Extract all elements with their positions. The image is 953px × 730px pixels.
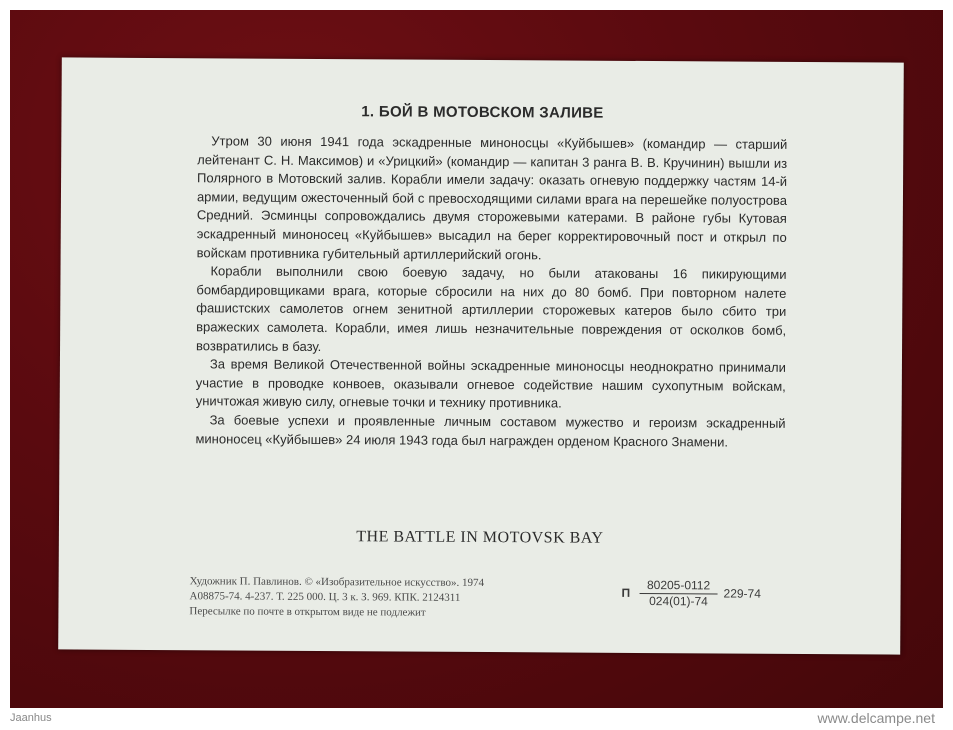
imprint-line: Художник П. Павлинов. © «Изобразительное искусство». 1974 xyxy=(189,575,485,590)
code-numerator: 80205-0112 xyxy=(640,578,718,594)
imprint-line: А08875-74. 4-237. Т. 225 000. Ц. 3 к. З. 969. КПК. 2124311 xyxy=(189,590,461,604)
card-body-text xyxy=(195,132,787,452)
paragraph: За время Великой Отечественной войны эскадренные миноносцы неоднократно принимали участие в проводке конвоев, оказывали огневое содействие нашим сухопутным войскам, уничтожая живую силу, огневые точки и технику противника. xyxy=(195,356,786,411)
publisher-imprint xyxy=(189,574,609,622)
code-fraction xyxy=(639,578,717,609)
code-suffix: 229-74 xyxy=(723,586,761,601)
postcard-back xyxy=(58,57,904,654)
paragraph: Утром 30 июня 1941 года эскадренные миноносцы «Куйбышев» (командир — старший лейтенант С. Н. Максимов) и «Урицкий» (командир — капитан 3 ранга В. В. Кручинин) вышли из Полярного в Мотовский залив. Корабли имели задачу: оказать огневую поддержку частям 14-й армии, ведущим ожесточенный бой с превосходящими силами врага на перешейке полуострова Средний. Эсминцы сопровождались двумя сторожевыми катерами. В районе губы Кутовая эскадренный миноносец «Куйбышев» высадил на берег корректировочный пост и открыл по войскам противника губительный артиллерийский огонь. xyxy=(196,133,788,262)
english-subtitle: THE BATTLE IN MOTOVSK BAY xyxy=(356,528,604,547)
paragraph: Корабли выполнили свою боевую задачу, но были атакованы 16 пикирующими бомбардировщиками врага, которые сбросили на них до 80 бомб. При повторном налете фашистских самолетов огнем зенитной артиллерии сторожевых катеров было сбито три вражеских самолета. Корабли, имея лишь незначительные повреждения от осколков бомб, возвратились в базу. xyxy=(196,263,787,354)
paragraph: За боевые успехи и проявленные личным составом мужество и героизм эскадренный миноносец «Куйбышев» 24 июля 1943 года был награжден орденом Красного Знамени. xyxy=(195,412,786,450)
site-watermark: www.delcampe.net xyxy=(817,710,935,726)
seller-watermark: Jaanhus xyxy=(10,712,52,724)
code-denominator: 024(01)-74 xyxy=(649,594,708,609)
card-title: 1. БОЙ В МОТОВСКОМ ЗАЛИВЕ xyxy=(361,103,604,122)
imprint-line: Пересылке по почте в открытом виде не подлежит xyxy=(189,605,426,619)
code-prefix: П xyxy=(621,585,631,600)
